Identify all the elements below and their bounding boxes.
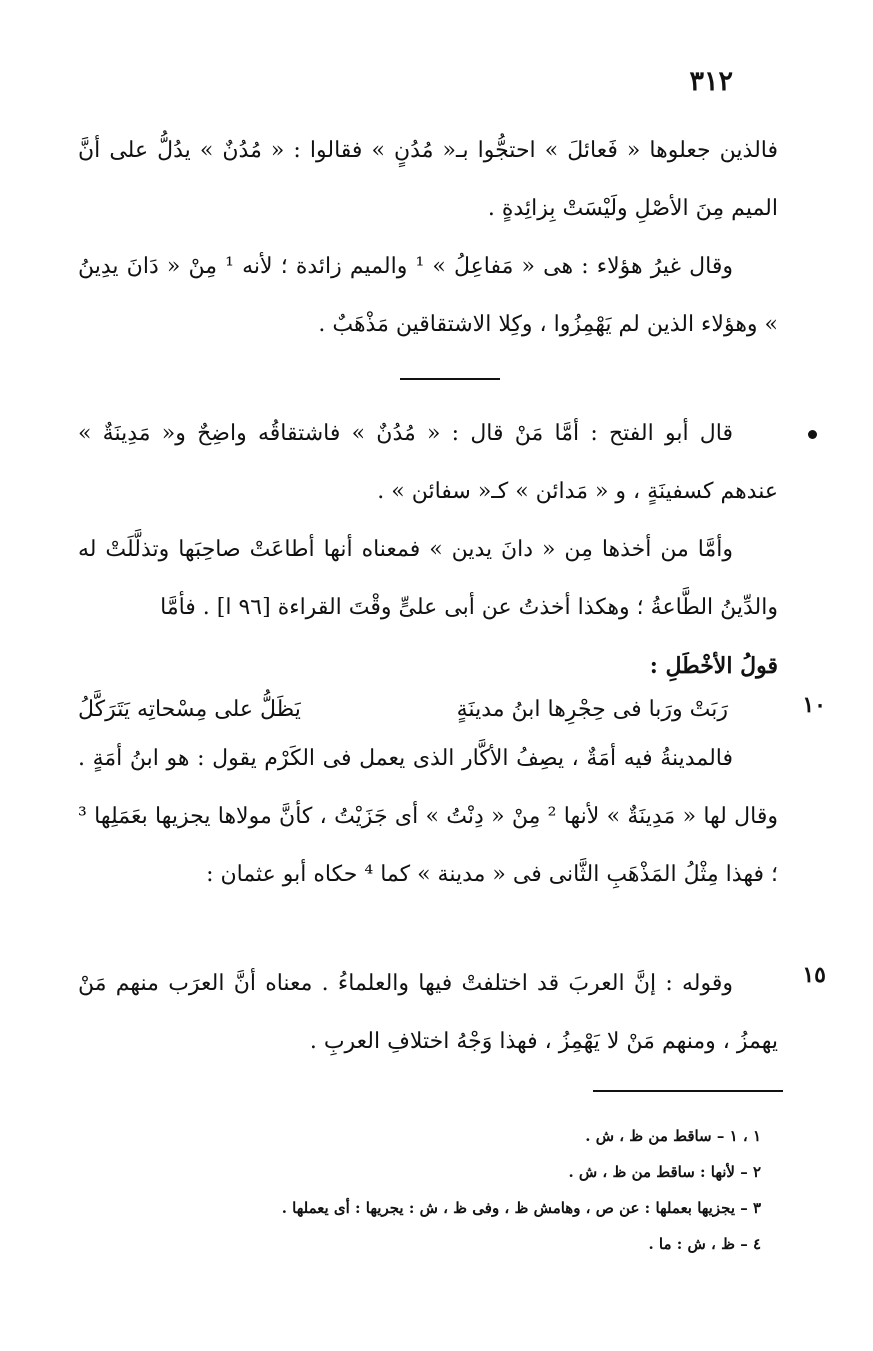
footnote-3: ٣ – يجزيها بعملها : عن ص ، وهامش ظ ، وفى ظ ، ش : يجريها : أى يعملها . [281, 1199, 761, 1217]
paragraph-1: فالذين جعلوها « فَعائلَ » احتجُّوا بـ« مُدُنٍ » فقالوا : « مُدُنٌ » يدُلُّ على أنَّ الميم مِنَ الأصْلِ ولَيْسَتْ بِزائِدةٍ . [78, 138, 778, 221]
paragraph-2: وقال غيرُ هؤلاء : هى « مَفاعِلُ » ¹ والميم زائدة ؛ لأنه ¹ مِنْ « دَانَ يدِينُ » وهؤلاء الذين لم يَهْمِزُوا ، وكِلا الاشتقاقين مَذْهَبٌ . [78, 254, 778, 337]
verse-first-hemistich: رَبَتْ ورَبا فى حِجْرِها ابنُ مدينَةٍ [456, 697, 728, 722]
line-number-15: ١٥ [802, 962, 826, 988]
verse-line [78, 690, 728, 730]
footnote-2: ٢ – لأنها : ساقط من ظ ، ش . [568, 1163, 761, 1181]
footnotes [121, 1118, 761, 1262]
paragraph-5: فالمدينةُ فيه أمَةٌ ، يصِفُ الأكَّار الذى يعمل فى الكَرْم يقول : هو ابنُ أمَةٍ . وقال لها « مَدِينَةٌ » لأنها ² مِنْ « دِنْتُ » أى جَزَيْتُ ، كأنَّ مولاها يجزيها بعَمَلِها ³ ؛ فهذا مِثْلُ المَذْهَبِ الثَّانى فى « مدينة » كما ⁴ حكاه أبو عثمان : [78, 746, 779, 887]
verse-second-hemistich: يَظَلُّ على مِسْحاتِه يَتَرَكَّلُ [78, 697, 301, 722]
bullet-marker [808, 430, 817, 439]
page-number: ٣١٢ [689, 66, 733, 97]
paragraph-4: وأمَّا من أخذها مِن « دانَ يدين » فمعناه أنها أطاعَتْ صاحِبَها وتذلَّلَتْ له والدِّينُ الطَّاعةُ ؛ وهكذا أخذتُ عن أبى علىٍّ وقْتَ القراءة [٩٦ ا] . فأمَّا [78, 537, 778, 620]
footnote-4: ٤ – ظ ، ش : ما . [648, 1235, 761, 1253]
paragraph-6: وقوله : إنَّ العربَ قد اختلفتْ فيها والعلماءُ . معناه أنَّ العرَب منهم مَنْ يهمزُ ، ومنهم مَنْ لا يَهْمِزُ ، فهذا وَجْهُ اختلافِ العربِ . [78, 971, 778, 1054]
footnote-rule [593, 1090, 783, 1092]
section-2 [78, 405, 778, 695]
section-1 [78, 122, 778, 354]
footnote-1: ١ ، ١ – ساقط من ظ ، ش . [585, 1127, 761, 1145]
line-number-10: ١٠ [802, 692, 826, 718]
section-divider [400, 378, 500, 380]
section-3 [78, 730, 778, 904]
section-4 [78, 955, 778, 1071]
poet-heading: قولُ الأخْطَلِ : [649, 653, 778, 679]
paragraph-3: قال أبو الفتح : أمَّا مَنْ قال : « مُدُنٌ » فاشتقاقُه واضِحٌ و« مَدِينَةٌ » عندهم كسفينَةٍ ، و « مَدائن » كـ« سفائن » . [78, 421, 778, 504]
